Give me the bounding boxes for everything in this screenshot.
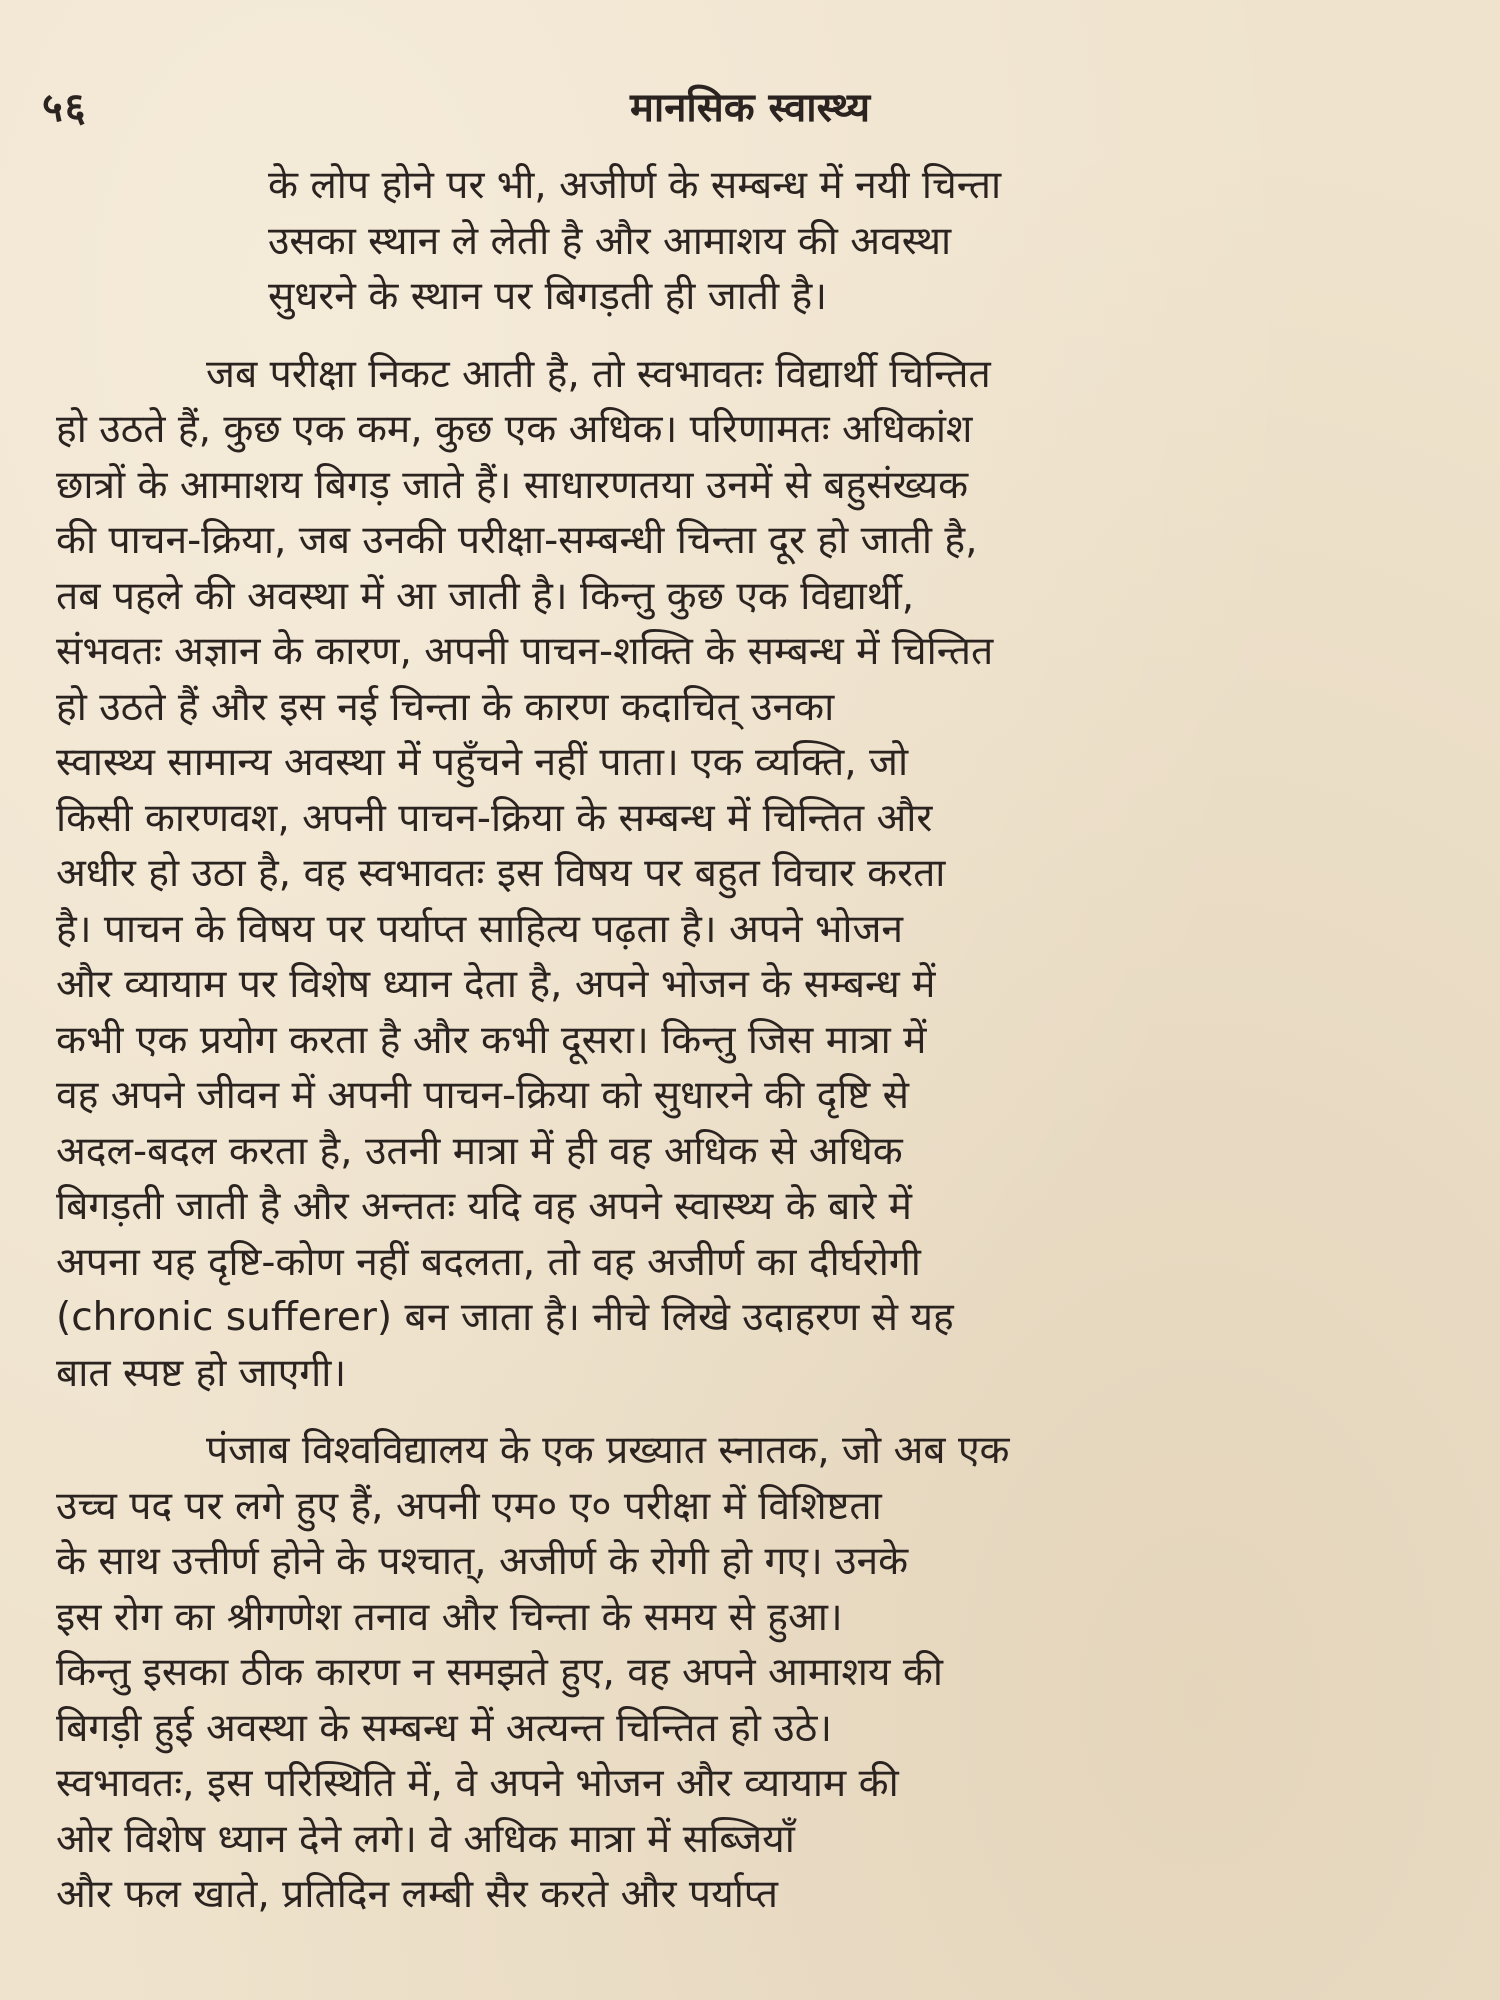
text-line: पंजाब विश्वविद्यालय के एक प्रख्यात स्नातक, जो अब एक bbox=[206, 1428, 1010, 1473]
text-line: है। पाचन के विषय पर पर्याप्त साहित्य पढ़ता है। अपने भोजन bbox=[56, 906, 904, 952]
text-line: अपना यह दृष्टि-कोण नहीं बदलता, तो वह अजीर्ण का दीर्घरोगी bbox=[56, 1239, 921, 1285]
text-line: के साथ उत्तीर्ण होने के पश्चात्, अजीर्ण के रोगी हो गए। उनके bbox=[56, 1539, 909, 1584]
text-line: के लोप होने पर भी, अजीर्ण के सम्बन्ध में नयी चिन्ता bbox=[268, 163, 1002, 208]
body-text bbox=[56, 158, 1464, 1945]
text-line: तब पहले की अवस्था में आ जाती है। किन्तु कुछ एक विद्यार्थी, bbox=[56, 573, 915, 619]
text-line: स्वास्थ्य सामान्य अवस्था में पहुँचने नहीं पाता। एक व्यक्ति, जो bbox=[56, 740, 909, 785]
text-line: और फल खाते, प्रतिदिन लम्बी सैर करते और पर्याप्त bbox=[56, 1872, 779, 1917]
paragraph-punjab-example bbox=[56, 1423, 1464, 1923]
text-line: संभवतः अज्ञान के कारण, अपनी पाचन-शक्ति के सम्बन्ध में चिन्तित bbox=[56, 629, 994, 674]
text-line: स्वभावतः, इस परिस्थिति में, वे अपने भोजन और व्यायाम की bbox=[56, 1761, 899, 1806]
paragraph-continuation bbox=[56, 158, 1464, 325]
text-line: छात्रों के आमाशय बिगड़ जाते हैं। साधारणतया उनमें से बहुसंख्यक bbox=[56, 462, 969, 508]
text-line: की पाचन-क्रिया, जब उनकी परीक्षा-सम्बन्धी चिन्ता दूर हो जाती है, bbox=[56, 518, 978, 563]
text-line: सुधरने के स्थान पर बिगड़ती ही जाती है। bbox=[268, 274, 828, 319]
text-line: बिगड़ती जाती है और अन्ततः यदि वह अपने स्वास्थ्य के बारे में bbox=[56, 1184, 912, 1229]
text-line: उसका स्थान ले लेती है और आमाशय की अवस्था bbox=[268, 218, 952, 264]
paragraph-exam-anxiety bbox=[56, 347, 1464, 1402]
text-line: बिगड़ी हुई अवस्था के सम्बन्ध में अत्यन्त चिन्तित हो उठे। bbox=[56, 1705, 833, 1751]
text-line: ओर विशेष ध्यान देने लगे। वे अधिक मात्रा में सब्जियाँ bbox=[56, 1816, 795, 1862]
text-line: हो उठते हैं और इस नई चिन्ता के कारण कदाचित् उनका bbox=[56, 684, 835, 730]
text-line: वह अपने जीवन में अपनी पाचन-क्रिया को सुधारने की दृष्टि से bbox=[56, 1073, 909, 1118]
page-header bbox=[40, 78, 1460, 131]
text-line: इस रोग का श्रीगणेश तनाव और चिन्ता के समय से हुआ। bbox=[56, 1594, 843, 1640]
text-line: कभी एक प्रयोग करता है और कभी दूसरा। किन्तु जिस मात्रा में bbox=[56, 1017, 927, 1063]
text-line: किन्तु इसका ठीक कारण न समझते हुए, वह अपने आमाशय की bbox=[56, 1650, 943, 1695]
text-line: (chronic sufferer) बन जाता है। नीचे लिखे उदाहरण से यह bbox=[56, 1295, 954, 1340]
text-line: बात स्पष्ट हो जाएगी। bbox=[56, 1350, 347, 1396]
page-number: ५६ bbox=[42, 85, 88, 131]
text-line: उच्च पद पर लगे हुए हैं, अपनी एम० ए० परीक्षा में विशिष्टता bbox=[56, 1483, 882, 1529]
text-line: हो उठते हैं, कुछ एक कम, कुछ एक अधिक। परिणामतः अधिकांश bbox=[56, 407, 973, 452]
text-line: अदल-बदल करता है, उतनी मात्रा में ही वह अधिक से अधिक bbox=[56, 1128, 903, 1174]
text-line: और व्यायाम पर विशेष ध्यान देता है, अपने भोजन के सम्बन्ध में bbox=[56, 962, 936, 1007]
text-line: किसी कारणवश, अपनी पाचन-क्रिया के सम्बन्ध में चिन्तित और bbox=[56, 795, 933, 841]
text-line: अधीर हो उठा है, वह स्वभावतः इस विषय पर बहुत विचार करता bbox=[56, 851, 946, 896]
text-line: जब परीक्षा निकट आती है, तो स्वभावतः विद्यार्थी चिन्तित bbox=[206, 351, 991, 397]
running-title: मानसिक स्वास्थ्य bbox=[629, 85, 871, 131]
